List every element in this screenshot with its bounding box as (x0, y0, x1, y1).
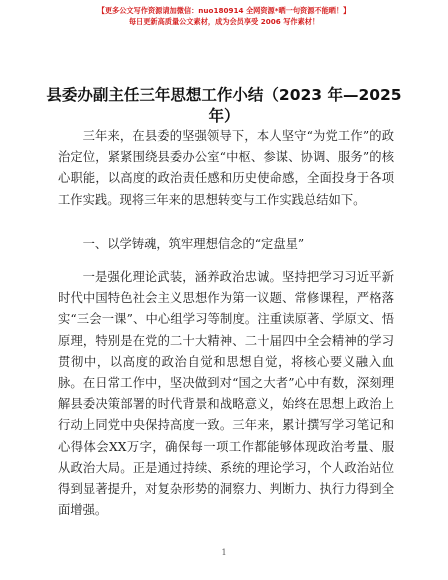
document-title: 县委办副主任三年思想工作小结（2023 年—2025 年） (46, 86, 402, 125)
promo-banner-line-1: 【更多公文写作资源请加微信：nuo180914 全网资源*晒一句资源不能晒！】 (97, 6, 351, 15)
body-paragraph: 一是强化理论武装，涵养政治忠诚。坚持把学习习近平新时代中国特色社会主义思想作为第一议题、常修课程，严格落实“三会一课”、中心组学习等制度。注重读原著、学原文、悟原理，特别是在党的二十大精神、二十届四中全会精神的学习贯彻中，以高度的政治自觉和思想自觉，将核心要义融入血脉。在日常工作中，坚决做到对“国之大者”心中有数，深刻理解县委决策部署的时代背景和战略意义，始终在思想上政治上行动上同党中央保持高度一致。三年来，累计撰写学习笔记和心得体会XX万字，确保每一项工作都能够体现政治考量、服从政治大局。正是通过持续、系统的理论学习，个人政治站位得到显著提升，对复杂形势的洞察力、判断力、执行力得到全面增强。 (58, 270, 394, 518)
page-number: 1 (221, 548, 227, 557)
section-heading: 一、以学铸魂，筑牢理想信念的“定盘星” (82, 237, 305, 251)
promo-banner-line-2: 每日更新高质量公文素材，成为会员享受 2006 写作素材！ (128, 17, 320, 26)
intro-paragraph: 三年来，在县委的坚强领导下，本人坚守“为党工作”的政治定位，紧紧围绕县委办公室“中枢、参谋、协调、服务”的核心职能，以高度的政治责任感和历史使命感，全面投身于各项工作实践。现将三年来的思想转变与工作实践总结如下。 (58, 129, 394, 207)
